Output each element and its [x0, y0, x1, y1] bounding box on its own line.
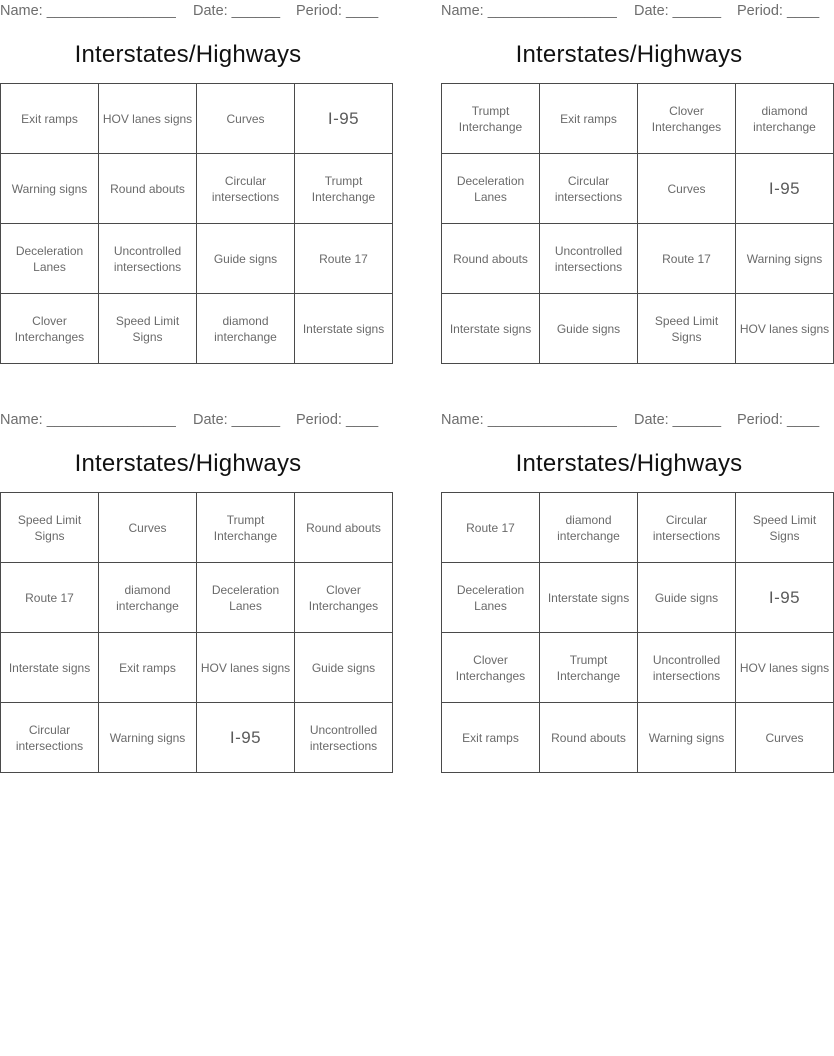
- grid-cell: diamond interchange: [736, 84, 834, 154]
- grid-row: [1, 224, 393, 294]
- grid-cell: diamond interchange: [99, 563, 197, 633]
- grid-cell: I-95: [736, 563, 834, 633]
- grid-row: [1, 633, 393, 703]
- grid-cell: diamond interchange: [540, 493, 638, 563]
- student-info-row: [441, 410, 820, 432]
- grid-cell: Route 17: [638, 224, 736, 294]
- grid-cell: Warning signs: [638, 703, 736, 773]
- grid-cell: Uncontrolled intersections: [295, 703, 393, 773]
- grid-cell: Round abouts: [99, 154, 197, 224]
- grid-cell: I-95: [197, 703, 295, 773]
- grid-row: [1, 703, 393, 773]
- card-title: Interstates/Highways: [515, 41, 743, 68]
- bingo-card: [0, 1, 385, 344]
- grid-cell: Curves: [99, 493, 197, 563]
- bingo-grid: [0, 492, 393, 773]
- grid-cell: Guide signs: [295, 633, 393, 703]
- period-field: Period: ____: [737, 412, 820, 428]
- bingo-card: [441, 1, 830, 344]
- grid-cell: Interstate signs: [295, 294, 393, 364]
- grid-cell: Exit ramps: [99, 633, 197, 703]
- bingo-grid: [441, 83, 834, 364]
- grid-cell: HOV lanes signs: [736, 633, 834, 703]
- grid-cell: Circular intersections: [197, 154, 295, 224]
- grid-cell: I-95: [295, 84, 393, 154]
- student-info-row: [0, 410, 379, 432]
- grid-row: [442, 633, 834, 703]
- bingo-card: [441, 410, 830, 745]
- grid-cell: Guide signs: [540, 294, 638, 364]
- period-field: Period: ____: [296, 3, 379, 19]
- date-field: Date: ______: [634, 412, 722, 428]
- grid-row: [1, 84, 393, 154]
- grid-cell: Exit ramps: [540, 84, 638, 154]
- grid-cell: Exit ramps: [442, 703, 540, 773]
- grid-cell: Exit ramps: [1, 84, 99, 154]
- student-info-row: [0, 1, 379, 23]
- period-field: Period: ____: [737, 3, 820, 19]
- date-field: Date: ______: [634, 3, 722, 19]
- name-field: Name: ________________: [441, 3, 617, 19]
- name-field: Name: ________________: [441, 412, 617, 428]
- grid-cell: Route 17: [1, 563, 99, 633]
- date-field: Date: ______: [193, 412, 281, 428]
- grid-row: [442, 224, 834, 294]
- grid-cell: diamond interchange: [197, 294, 295, 364]
- grid-cell: Circular intersections: [1, 703, 99, 773]
- bingo-grid: [441, 492, 834, 773]
- grid-row: [442, 294, 834, 364]
- grid-cell: Uncontrolled intersections: [99, 224, 197, 294]
- grid-row: [1, 294, 393, 364]
- grid-cell: Speed Limit Signs: [1, 493, 99, 563]
- grid-cell: Interstate signs: [540, 563, 638, 633]
- grid-cell: I-95: [736, 154, 834, 224]
- grid-cell: Curves: [736, 703, 834, 773]
- grid-row: [442, 493, 834, 563]
- grid-cell: Uncontrolled intersections: [540, 224, 638, 294]
- grid-cell: Trumpt Interchange: [442, 84, 540, 154]
- bingo-card: [0, 410, 381, 753]
- grid-cell: Circular intersections: [638, 493, 736, 563]
- grid-cell: Trumpt Interchange: [540, 633, 638, 703]
- grid-cell: Deceleration Lanes: [442, 154, 540, 224]
- grid-cell: Guide signs: [197, 224, 295, 294]
- grid-cell: HOV lanes signs: [736, 294, 834, 364]
- grid-row: [1, 493, 393, 563]
- grid-cell: Clover Interchanges: [295, 563, 393, 633]
- grid-cell: Warning signs: [99, 703, 197, 773]
- grid-cell: Interstate signs: [1, 633, 99, 703]
- grid-cell: Speed Limit Signs: [638, 294, 736, 364]
- grid-cell: Trumpt Interchange: [295, 154, 393, 224]
- grid-cell: Clover Interchanges: [442, 633, 540, 703]
- grid-cell: Round abouts: [442, 224, 540, 294]
- grid-cell: Deceleration Lanes: [442, 563, 540, 633]
- grid-cell: Deceleration Lanes: [197, 563, 295, 633]
- grid-row: [442, 703, 834, 773]
- grid-cell: Speed Limit Signs: [736, 493, 834, 563]
- grid-row: [1, 563, 393, 633]
- date-field: Date: ______: [193, 3, 281, 19]
- grid-row: [442, 154, 834, 224]
- name-field: Name: ________________: [0, 412, 176, 428]
- grid-cell: Warning signs: [736, 224, 834, 294]
- grid-cell: Deceleration Lanes: [1, 224, 99, 294]
- grid-cell: Warning signs: [1, 154, 99, 224]
- grid-cell: Speed Limit Signs: [99, 294, 197, 364]
- bingo-grid: [0, 83, 393, 364]
- grid-cell: Round abouts: [295, 493, 393, 563]
- period-field: Period: ____: [296, 412, 379, 428]
- grid-row: [1, 154, 393, 224]
- grid-cell: Route 17: [295, 224, 393, 294]
- card-title: Interstates/Highways: [74, 41, 302, 68]
- grid-cell: Round abouts: [540, 703, 638, 773]
- grid-cell: Curves: [197, 84, 295, 154]
- grid-cell: HOV lanes signs: [99, 84, 197, 154]
- grid-cell: Route 17: [442, 493, 540, 563]
- card-title: Interstates/Highways: [74, 450, 302, 477]
- grid-row: [442, 84, 834, 154]
- grid-cell: Interstate signs: [442, 294, 540, 364]
- grid-cell: Trumpt Interchange: [197, 493, 295, 563]
- grid-cell: Circular intersections: [540, 154, 638, 224]
- grid-cell: HOV lanes signs: [197, 633, 295, 703]
- grid-cell: Clover Interchanges: [1, 294, 99, 364]
- grid-cell: Guide signs: [638, 563, 736, 633]
- card-title: Interstates/Highways: [515, 450, 743, 477]
- grid-row: [442, 563, 834, 633]
- name-field: Name: ________________: [0, 3, 176, 19]
- grid-cell: Clover Interchanges: [638, 84, 736, 154]
- grid-cell: Curves: [638, 154, 736, 224]
- grid-cell: Uncontrolled intersections: [638, 633, 736, 703]
- student-info-row: [441, 1, 820, 23]
